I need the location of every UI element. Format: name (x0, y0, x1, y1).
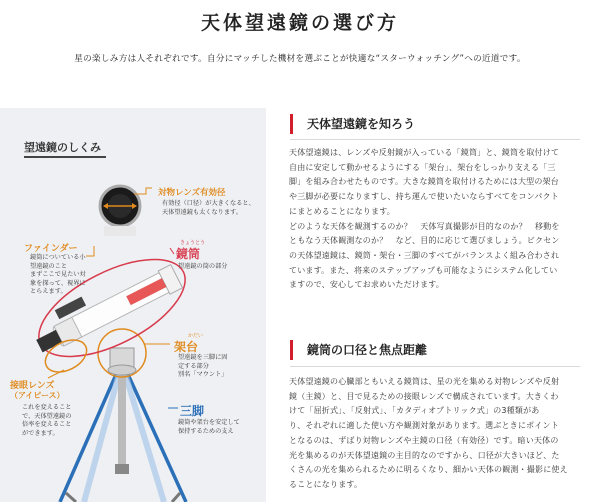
finder-label: ファインダー (24, 244, 78, 254)
section-body-aperture-focal: 天体望遠鏡の心臓部ともいえる鏡筒は、星の光を集める対物レンズや反射 鏡（主鏡）と、目で見るための接眼レンズで構成されています。大きくわ けて「屈折式」、「反射式」、「カタディオプトリック式」の3種類があ り、それぞれに適した使い方や観測対象があります。選ぶときにポイント となるのは、ずばり対物レンズや主鏡の口径（有効径）です。暗い天体の 光を集めるのが天体望遠鏡の主目的なのですから、口径が大きいほど、た くさんの光を集められるために明るくなり、細かい天体の観測・撮影に使え ることになります。 (289, 377, 568, 489)
mount-label: 架台 (174, 340, 199, 354)
mount-description: 望遠鏡を三脚に固 定する部分 別名「マウント」 (178, 354, 228, 379)
section-divider (290, 139, 580, 140)
objective-lens-description: 有効径（口径）が大きくなると、 天体望遠鏡も太くなります。 (162, 200, 255, 216)
eyepiece-label: 接眼レンズ (10, 381, 55, 391)
telescope-diagram-panel (0, 108, 266, 502)
eyepiece-description: これを変えること で、天体望遠鏡の 倍率を変えること ができます。 (22, 404, 72, 437)
section-heading-know-telescope: 天体望遠鏡を知ろう (290, 114, 415, 134)
tripod-label: 三脚 (180, 404, 205, 418)
finder-description: 鏡筒についている小 望遠鏡のこと まずここで見たい対 象を探って、視界に とらえます。 (30, 254, 86, 296)
tube-label: 鏡筒 (176, 247, 201, 261)
telescope-illustration (0, 108, 266, 502)
tripod-description: 鏡筒や架台を安定して 保持するための支え (178, 419, 240, 435)
section-body-know-telescope: 天体望遠鏡は、レンズや反射鏡が入っている「鏡筒」と、鏡筒を取付けて 自由に安定して動かせるようにする「架台」、架台をしっかり支える「三 脚」を組み合わせたものです。大きな鏡筒を取付けるためには大型の架台 や三脚が必要になりますし、持ち運んで使いたいならすべてをコンパクト にまとめることになります。 どのような天体を観測するのか？ 天体写真撮影が目的なのか？ 移動を ともなう天体観測なのか？ など、目的に応じて選びましょう。ビクセン の天体望遠鏡は、鏡筒・架台・三脚のすべてがバランスよく組み合わされ ています。また、将来のステップアップも可能なようにシステム化してい ますので、安心してお求めいただけます。 (289, 148, 560, 290)
eyepiece-sublabel: （アイピース） (10, 391, 65, 400)
section-divider (290, 366, 580, 367)
diagram-title: 望遠鏡のしくみ (24, 141, 101, 154)
tube-description: 望遠鏡の筒の部分 (178, 263, 228, 270)
tripod-graphic (60, 370, 186, 502)
mount-ruby: かだい (188, 333, 204, 339)
section-heading-aperture-focal: 鏡筒の口径と焦点距離 (290, 340, 427, 360)
mount-graphic (98, 329, 146, 377)
page-title: 天体望遠鏡の選び方 (200, 12, 399, 34)
page-subtitle: 星の楽しみ方は人それぞれです。自分にマッチした機材を選ぶことが快適な“スターウォッチング”への近道です。 (74, 54, 526, 64)
objective-lens-label: 対物レンズ有効径 (158, 188, 226, 198)
tube-ruby: きょうとう (180, 240, 206, 246)
